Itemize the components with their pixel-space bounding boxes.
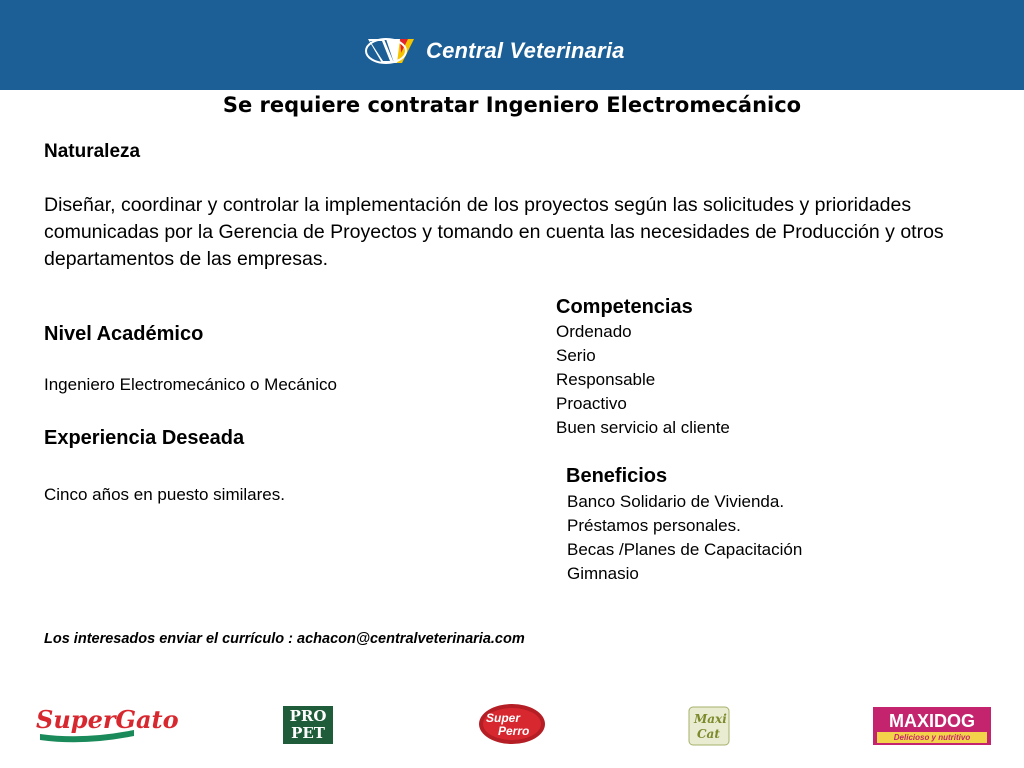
- superperro-logo-icon: [478, 703, 546, 745]
- beneficios-list: [567, 490, 802, 586]
- experiencia-heading: Experiencia Deseada: [44, 427, 245, 449]
- experiencia-text: Cinco años en puesto similares.: [44, 485, 285, 504]
- supergato-logo-icon: [34, 700, 179, 746]
- beneficios-heading: Beneficios: [566, 465, 668, 487]
- propet-logo: PRO PET: [283, 706, 333, 744]
- nivel-text: Ingeniero Electromecánico o Mecánico: [44, 375, 337, 394]
- naturaleza-text: Diseñar, coordinar y controlar la implementación de los proyectos según las solicitudes y prioridades comunicadas por la Gerencia de Proyectos y tomando en cuenta las necesidades de Producción y otros departamentos de las empresas.: [44, 194, 944, 270]
- contact-note: Los interesados enviar el currículo : achacon@centralveterinaria.com: [44, 631, 525, 647]
- list-item: Gimnasio: [567, 564, 639, 583]
- page-title: Se requiere contratar Ingeniero Electromecánico: [222, 93, 802, 117]
- nivel-heading: Nivel Académico: [44, 323, 204, 345]
- list-item: Becas /Planes de Capacitación: [567, 540, 803, 559]
- maxidog-logo: MAXIDOG Delicioso y nutritivo: [873, 707, 991, 745]
- list-item: Ordenado: [556, 322, 632, 341]
- svg-text:SuperGato: SuperGato: [36, 705, 179, 734]
- superperro-logo: [478, 703, 546, 745]
- competencias-heading: Competencias: [556, 296, 693, 318]
- svg-text:Maxi: Maxi: [694, 712, 727, 726]
- naturaleza-heading: Naturaleza: [44, 141, 141, 162]
- svg-text:Cat: Cat: [697, 727, 720, 741]
- supergato-logo: [34, 700, 179, 746]
- list-item: Banco Solidario de Vivienda.: [567, 492, 785, 511]
- header-banner: [0, 0, 1024, 90]
- company-logo: [364, 34, 625, 68]
- maxicat-logo: [688, 706, 730, 746]
- list-item: Buen servicio al cliente: [556, 418, 730, 437]
- central-veterinaria-logo-icon: [364, 35, 416, 67]
- list-item: Préstamos personales.: [567, 516, 741, 535]
- svg-text:Super: Super: [486, 711, 521, 725]
- svg-text:Perro: Perro: [498, 724, 530, 738]
- list-item: Responsable: [556, 370, 656, 389]
- list-item: Proactivo: [556, 394, 627, 413]
- list-item: Serio: [556, 346, 596, 365]
- competencias-list: [556, 320, 730, 440]
- maxicat-logo-icon: [688, 706, 730, 746]
- company-name: Central Veterinaria: [426, 38, 625, 63]
